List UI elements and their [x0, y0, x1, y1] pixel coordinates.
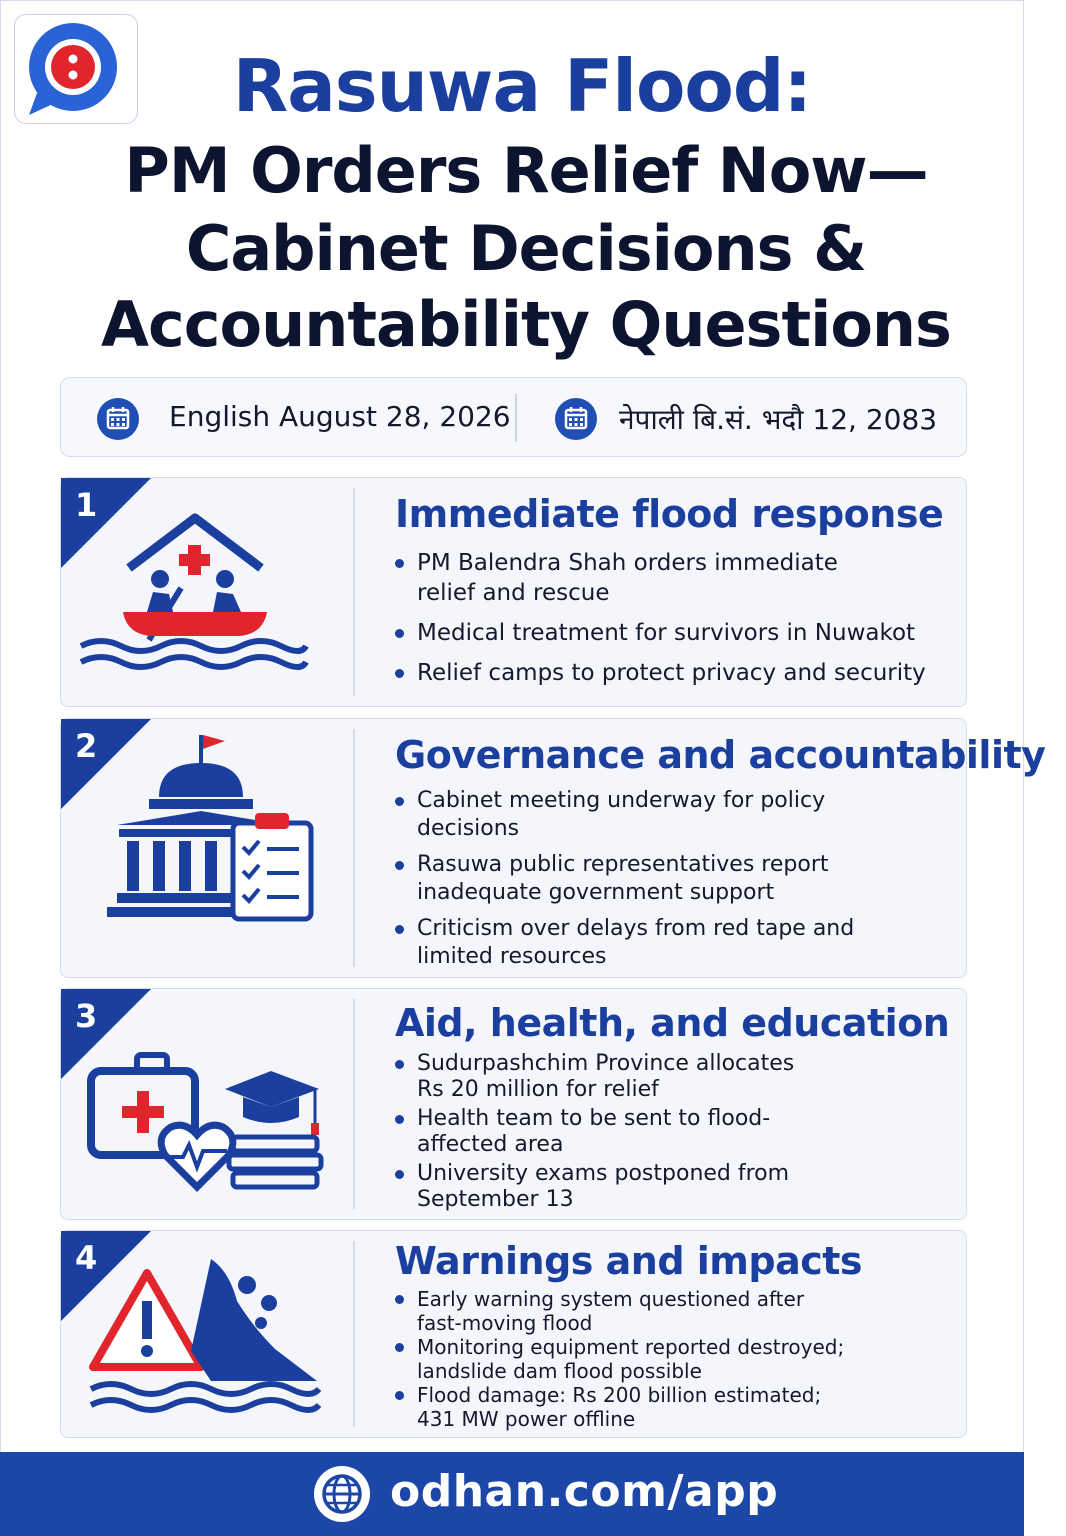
section-title: Immediate flood response	[395, 492, 944, 536]
rescue-boat-icon	[61, 478, 353, 706]
section-title: Warnings and impacts	[395, 1239, 863, 1283]
calendar-icon	[555, 398, 597, 440]
section-number: 4	[75, 1239, 98, 1277]
medical-kit-education-icon	[61, 989, 353, 1219]
page-title-line-3: Accountability Questions	[101, 288, 951, 361]
date-divider	[515, 394, 517, 442]
bullet-item: Rasuwa public representatives report inadequate government support	[395, 851, 887, 907]
english-date: English August 28, 2026	[169, 400, 511, 433]
page-title-line-1: PM Orders Relief Now—	[124, 134, 928, 207]
section-title: Aid, health, and education	[395, 1001, 950, 1045]
card-divider	[353, 999, 355, 1209]
page-title-main: Rasuwa Flood:	[232, 44, 812, 128]
footer-link[interactable]: odhan.com/app	[390, 1466, 779, 1517]
date-bar	[60, 377, 967, 457]
nepali-date: नेपाली बि.सं. भदौ 12, 2083	[619, 403, 938, 436]
card-divider	[353, 488, 355, 696]
bullet-item: Medical treatment for survivors in Nuwakot	[395, 618, 926, 648]
section-title: Governance and accountability	[395, 733, 1046, 777]
bullet-item: Cabinet meeting underway for policy decisions	[395, 787, 837, 843]
bullet-item: Criticism over delays from red tape and limited resources	[395, 915, 887, 971]
calendar-icon	[97, 398, 139, 440]
bullet-item: PM Balendra Shah orders immediate relief and rescue	[395, 548, 857, 608]
section-number: 2	[75, 727, 98, 765]
bullet-item: Health team to be sent to flood-affected area	[395, 1106, 797, 1158]
bullet-item: Early warning system questioned after fast-moving flood	[395, 1287, 837, 1335]
section-number: 3	[75, 997, 98, 1035]
bullet-list	[395, 548, 926, 688]
bullet-item: University exams postponed from September 13	[395, 1161, 797, 1213]
globe-icon	[312, 1464, 372, 1524]
bullet-list	[395, 787, 887, 971]
section-card-4	[60, 1230, 967, 1438]
bullet-item: Sudurpashchim Province allocates Rs 20 million for relief	[395, 1051, 817, 1103]
warning-landslide-icon	[61, 1231, 353, 1437]
bullet-item: Monitoring equipment reported destroyed; landslide dam flood possible	[395, 1335, 857, 1383]
card-divider	[353, 729, 355, 967]
section-card-1	[60, 477, 967, 707]
bullet-list	[395, 1051, 817, 1213]
bullet-item: Flood damage: Rs 200 billion estimated; 431 MW power offline	[395, 1383, 837, 1431]
section-number: 1	[75, 486, 98, 524]
section-card-3	[60, 988, 967, 1220]
card-divider	[353, 1241, 355, 1427]
government-building-checklist-icon	[61, 719, 353, 977]
page-title-line-2: Cabinet Decisions &	[185, 212, 867, 285]
bullet-item: Relief camps to protect privacy and security	[395, 658, 926, 688]
bullet-list	[395, 1287, 857, 1431]
section-card-2	[60, 718, 1046, 978]
footer-bar	[0, 1452, 1024, 1536]
